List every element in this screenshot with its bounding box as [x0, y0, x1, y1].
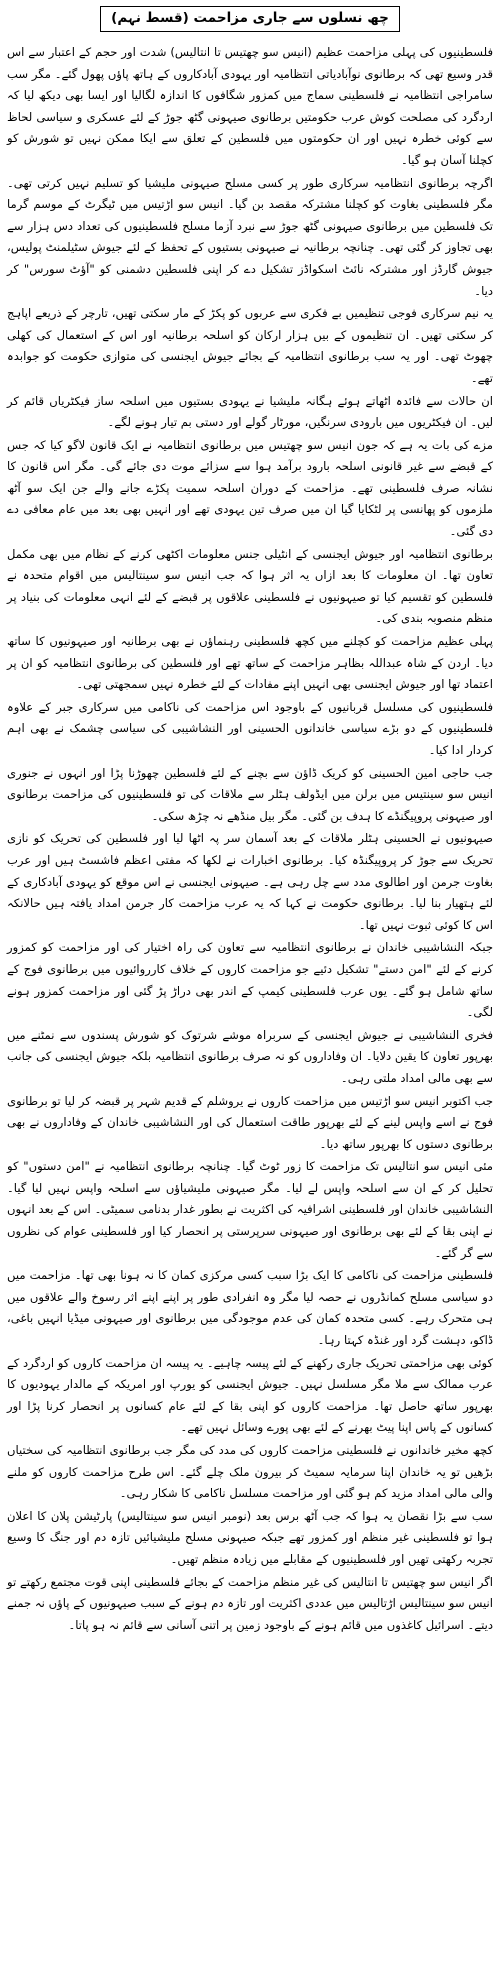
- article-paragraph: جب اکتوبر انیس سو اڑتیس میں مزاحمت کاروں نے یروشلم کے قدیم شہر پر قبضہ کر لیا تو برطانوی فوج نے اسے واپس لینے کے لئے بھرپور طاقت استعمال کی اور النشاشیبی خاندان کے وفاداروں نے بھی برطانوی دستوں کا بھرپور ساتھ دیا۔: [7, 1093, 493, 1151]
- article-paragraph: ان حالات سے فائدہ اٹھاتے ہوئے ہگانہ ملیشیا نے یہودی بستیوں میں اسلحہ ساز فیکٹریاں قائم کر لیں۔ ان فیکٹریوں میں بارودی سرنگیں، مورٹار گولے اور دستی بم تیار ہونے لگے۔: [7, 393, 493, 430]
- article-paragraph: صیہونیوں نے الحسینی ہٹلر ملاقات کے بعد آسمان سر پہ اٹھا لیا اور فلسطین کی تحریک کو نازی تحریک سے جوڑ کر پروپیگنڈہ کیا۔ برطانوی اخبارات نے لکھا کہ مفتی اعظم فاشسٹ ہیں اور عرب بغاوت جرمن اور اطالوی مدد سے چل رہی ہے۔ صیہونی ایجنسی نے اس موقع کو یہودی آبادکاری کے لئے ہتھیار بنا لیا۔ برطانوی حکومت نے کہا کہ یہ عرب مزاحمت کار جرمن امداد یافتہ ہیں حالانکہ اس کا کوئی ثبوت نہیں تھا۔: [7, 831, 493, 932]
- article-body: [7, 42, 493, 1636]
- article-paragraph: فلسطینیوں کی پہلی مزاحمت عظیم (انیس سو چھتیس تا انتالیس) شدت اور حجم کے اعتبار سے اس قدر وسیع تھی کہ برطانوی نوآبادیاتی انتظامیہ اور یہودی آبادکاروں کے ہاتھ پاؤں پھول گئے۔ مگر سب سامراجی انتظامیہ نے فلسطینی سماج میں کمزور شگافوں کا اندازہ لگالیا اور ایسا بھی دیکھ لیا کہ اردگرد کی مصلحت کوش عرب حکومتیں برطانوی صیہونی گٹھ جوڑ کے لئے عسکری و سیاسی لحاظ سے کوئی خطرہ نہیں اور ان حکومتوں میں فلسطین کے تعلق سے ایکا ممکن نہیں تو شورش کو کچلنا آسان ہو گیا۔: [7, 45, 493, 167]
- article-paragraph: سب سے بڑا نقصان یہ ہوا کہ جب آٹھ برس بعد (نومبر انیس سو سینتالیس) پارٹیشن پلان کا اعلان ہوا تو فلسطینی غیر منظم اور کمزور تھے جبکہ صیہونی مسلح ملیشیائیں تازہ دم اور جنگ کا وسیع تجربہ رکھتی تھیں اور فلسطینیوں کے مقابلے میں زیادہ منظم تھیں۔: [7, 1508, 493, 1566]
- article-paragraph: برطانوی انتظامیہ اور جیوش ایجنسی کے انٹیلی جنس معلومات اکٹھی کرنے کے نظام میں بھی مکمل تعاون تھا۔ ان معلومات کا بعد ازاں یہ اثر ہوا کہ جب انیس سو سینتالیس میں اقوام متحدہ نے فلسطین کو تقسیم کیا تو صیہونیوں نے فلسطینی علاقوں پر قبضے کے لئے انہی معلومات کی بنیاد پر منظم منصوبہ بندی کی۔: [7, 546, 493, 626]
- article-paragraph: فلسطینیوں کی مسلسل قربانیوں کے باوجود اس مزاحمت کی ناکامی میں سرکاری جبر کے علاوہ فلسطینیوں کے دو بڑے سیاسی خاندانوں الحسینی اور النشاشیبی کی سیاسی چشمک نے بھی اہم کردار ادا کیا۔: [7, 699, 493, 757]
- article-paragraph: مزے کی بات یہ ہے کہ جون انیس سو چھتیس میں برطانوی انتظامیہ نے ایک قانون لاگو کیا کہ جس کے قبضے سے غیر قانونی اسلحہ بارود برآمد ہوا سے سزائے موت دی جائے گی۔ مگر اس قانون کا نشانہ صرف فلسطینی تھے۔ مزاحمت کے دوران اسلحہ سمیت پکڑے جانے والے جن ایک سو آٹھ ملزموں کو پھانسی پر لٹکایا گیا ان میں صرف تین یہودی تھے اور انہیں بھی بعد میں عام معافی دے دی گئی۔: [7, 437, 493, 539]
- article-paragraph: مئی انیس سو انتالیس تک مزاحمت کا زور ٹوٹ گیا۔ چنانچہ برطانوی انتظامیہ نے "امن دستوں" کو تحلیل کر کے ان سے اسلحہ واپس لے لیا۔ مگر صیہونی ملیشیاؤں سے اسلحہ واپس نہیں لیا گیا۔ النشاشیبی خاندان اور فلسطینی اشرافیہ کی اکثریت نے بطور غدار بدنامی سمیٹی۔ اس کے بعد انہوں نے اپنی بقا کے لئے بھی برطانوی اور صیہونی سرپرستی پر انحصار کیا اور فلسطینی عوام کی نظروں سے گر گئے۔: [7, 1159, 493, 1260]
- article-paragraph: کوئی بھی مزاحمتی تحریک جاری رکھنے کے لئے پیسہ چاہیے۔ یہ پیسہ ان مزاحمت کاروں کو اردگرد کے عرب ممالک سے ملا مگر مسلسل نہیں۔ جیوش ایجنسی کو یورپ اور امریکہ کے مالدار یہودیوں کا بھرپور ساتھ حاصل تھا۔ مزاحمت کاروں کو اپنی بقا کے لئے عام کسانوں پر انحصار کرنا پڑا اور کسانوں کے پاس اپنا پیٹ بھرنے کے لئے بھی پورے وسائل نہیں تھے۔: [7, 1355, 493, 1435]
- article-title: چھ نسلوں سے جاری مزاحمت (قسط نہم): [100, 6, 400, 32]
- article-paragraph: فخری النشاشیبی نے جیوش ایجنسی کے سربراہ موشے شرتوک کو شورش پسندوں سے نمٹنے میں بھرپور تعاون کا یقین دلایا۔ ان وفاداروں کو نہ صرف برطانوی انتظامیہ بلکہ جیوش ایجنسی کی جانب سے بھی مالی امداد ملتی رہی۔: [7, 1027, 493, 1085]
- article-paragraph: جبکہ النشاشیبی خاندان نے برطانوی انتظامیہ سے تعاون کی راہ اختیار کی اور مزاحمت کو کمزور کرنے کے لئے "امن دستے" تشکیل دئیے جو مزاحمت کاروں کے خلاف کارروائیوں میں برطانوی فوج کے ساتھ شامل ہو گئے۔ یوں عرب فلسطینی کیمپ کے اندر بھی دراڑ پڑ گئی اور مزاحمت کمزور ہونے لگی۔: [7, 940, 493, 1020]
- article-paragraph: اگرچہ برطانوی انتظامیہ سرکاری طور پر کسی مسلح صیہونی ملیشیا کو تسلیم نہیں کرتی تھی۔ مگر فلسطینی بغاوت کو کچلنا مشترکہ مقصد بن گیا۔ انیس سو اڑتیس میں ٹیگرٹ کے موسم گرما تک فلسطین میں برطانوی صیہونی گٹھ جوڑ سے نبرد آزما مسلح فلسطینیوں کی تعداد دس ہزار سے بھی تجاوز کر گئی تھی۔ چنانچہ برطانیہ نے صیہونی بستیوں کے تحفظ کے لئے جیوش سٹیلمنٹ پولیس، جیوش گارڈز اور مشترکہ نائٹ اسکواڈز تشکیل دے کر اپنی فلسطین دشمنی کو "آؤٹ سورس" کر دیا۔: [7, 175, 493, 298]
- title-wrap: [7, 6, 493, 32]
- article-paragraph: کچھ مخیر خاندانوں نے فلسطینی مزاحمت کاروں کی مدد کی مگر جب برطانوی انتظامیہ کی سختیاں بڑھیں تو یہ خاندان اپنا سرمایہ سمیٹ کر بیرون ملک چلے گئے۔ اس طرح مزاحمت کاروں کو ملنے والی مالی امداد مزید کم ہو گئی اور مزاحمت مسلسل ناکامی کا شکار رہی۔: [7, 1443, 493, 1501]
- article-paragraph: یہ نیم سرکاری فوجی تنظیمیں بے فکری سے عربوں کو پکڑ کے مار سکتی تھیں، تارچر کے ذریعے اپاہج کر سکتی تھیں۔ ان تنظیموں کے بیں ہزار ارکان کو اسلحہ برطانیہ اور اس کے استعمال کی کھلی چھوٹ تھی۔ اور یہ سب برطانوی انتظامیہ کے بجائے جیوش ایجنسی کی متوازی حکومت کو جوابدہ تھے۔: [7, 306, 493, 385]
- article-paragraph: اگر انیس سو چھتیس تا انتالیس کی غیر منظم مزاحمت کے بجائے فلسطینی اپنی قوت مجتمع رکھتے تو انیس سو سینتالیس اڑتالیس میں عددی اکثریت اور تازہ دم ہونے کے سبب صیہونیوں کے پاؤں نہ جمنے دیتے۔ اسرائیل کاغذوں میں قائم ہونے کے باوجود زمین پر اتنی آسانی سے قائم نہ ہو پاتا۔: [7, 1574, 493, 1632]
- article-paragraph: جب حاجی امین الحسینی کو کریک ڈاؤن سے بچنے کے لئے فلسطین چھوڑنا پڑا اور انہوں نے جنوری انیس سو سینتیس میں برلن میں ایڈولف ہٹلر سے ملاقات کی تو فلسطینیوں کی مزاحمت برطانوی اور صیہونی پروپیگنڈے کا ہدف بن گئی۔ مگر بیل منڈھے نہ چڑھ سکی۔: [7, 765, 493, 823]
- article-paragraph: پہلی عظیم مزاحمت کو کچلنے میں کچھ فلسطینی رہنماؤں نے بھی برطانیہ اور صیہونیوں کا ساتھ دیا۔ اردن کے شاہ عبداللہ بظاہر مزاحمت کے ساتھ تھے اور فلسطین کی برطانوی انتظامیہ کو ان پر اعتماد تھا اور جیوش ایجنسی بھی انہیں اپنے مفادات کے لئے خطرہ نہیں سمجھتی تھی۔: [7, 634, 493, 692]
- article-paragraph: فلسطینی مزاحمت کی ناکامی کا ایک بڑا سبب کسی مرکزی کمان کا نہ ہونا بھی تھا۔ مزاحمت میں دو سیاسی مسلح کمانڈروں نے حصہ لیا مگر وہ انفرادی طور پر اپنے اپنے اثر رسوخ والے علاقوں میں ہی متحرک رہے۔ کسی متحدہ کمان کی عدم موجودگی میں برطانوی اور صیہونی میڈیا انہیں باغی، ڈاکو، دہشت گرد اور غنڈہ کہتا رہا۔: [7, 1268, 493, 1348]
